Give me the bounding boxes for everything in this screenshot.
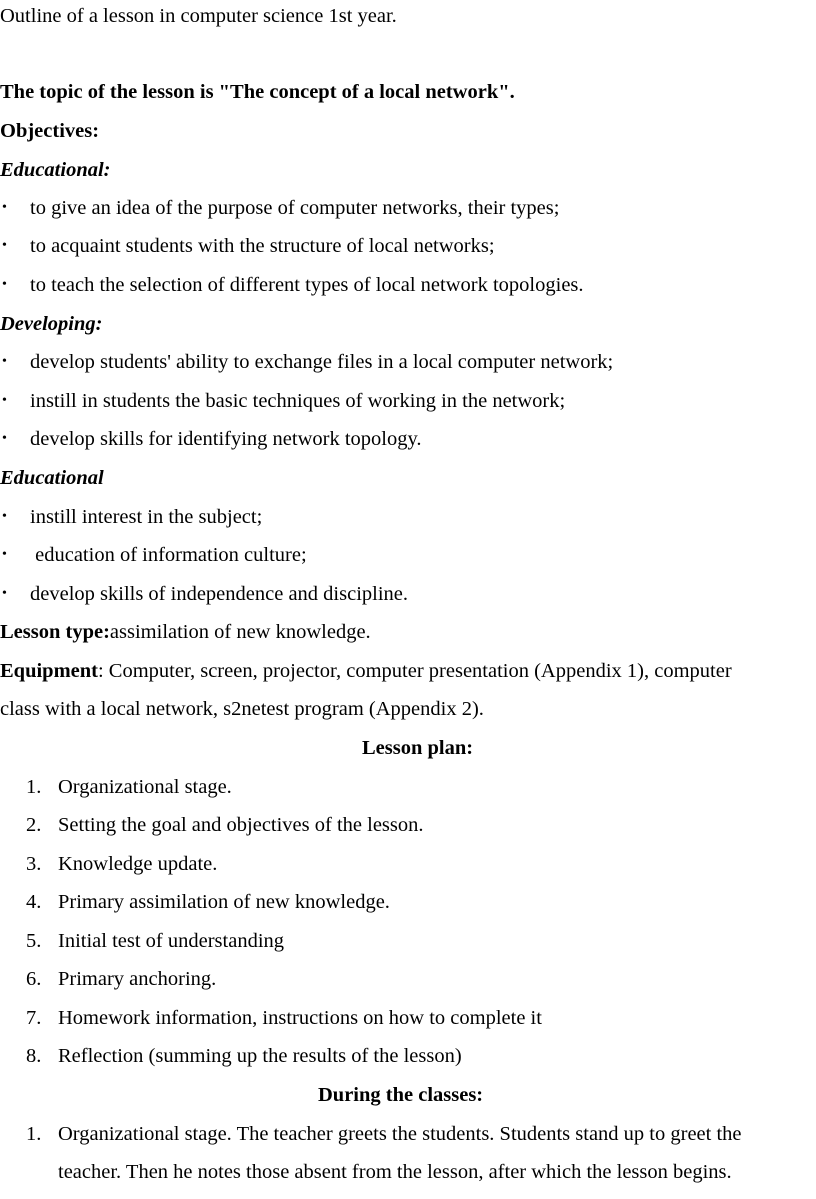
- bullet-icon: •: [2, 200, 7, 215]
- list-item-text: develop skills for identifying network topology.: [30, 428, 422, 450]
- list-item-text: develop students' ability to exchange files in a local computer network;: [30, 351, 614, 373]
- plan-item-number: 1.: [26, 776, 42, 798]
- class-step-text-line-2: teacher. Then he notes those absent from the lesson, after which the lesson begins.: [58, 1161, 732, 1183]
- class-step-text-line-1: Organizational stage. The teacher greets the students. Students stand up to greet the: [58, 1123, 742, 1145]
- list-item-text: to acquaint students with the structure of local networks;: [30, 235, 495, 257]
- plan-item-text: Primary anchoring.: [58, 968, 217, 990]
- objectives-label: Objectives:: [0, 120, 100, 142]
- during-classes-heading: During the classes:: [318, 1084, 484, 1106]
- list-item-text: instill interest in the subject;: [30, 506, 263, 528]
- equipment-line-2: class with a local network, s2netest program (Appendix 2).: [0, 698, 484, 720]
- bullet-icon: •: [2, 393, 7, 408]
- plan-item-text: Homework information, instructions on how to complete it: [58, 1007, 542, 1029]
- plan-item-text: Knowledge update.: [58, 853, 218, 875]
- bullet-icon: •: [2, 586, 7, 601]
- equipment-text: : Computer, screen, projector, computer presentation (Appendix 1), computer: [97, 660, 732, 682]
- lesson-type-label: Lesson type:: [0, 621, 110, 643]
- list-item-text: develop skills of independence and discipline.: [30, 583, 409, 605]
- equipment-label: Equipment: [0, 660, 98, 682]
- plan-item-text: Initial test of understanding: [58, 930, 285, 952]
- plan-item-text: Organizational stage.: [58, 776, 232, 798]
- lesson-topic: The topic of the lesson is "The concept of a local network".: [0, 81, 515, 103]
- bullet-icon: •: [2, 547, 7, 562]
- lesson-plan-heading: Lesson plan:: [362, 737, 474, 759]
- plan-item-number: 2.: [26, 814, 42, 836]
- lesson-type-value: assimilation of new knowledge.: [109, 621, 371, 643]
- plan-item-text: Setting the goal and objectives of the lesson.: [58, 814, 424, 836]
- developing-heading: Developing:: [0, 313, 103, 335]
- bullet-icon: •: [2, 277, 7, 292]
- list-item-text: to give an idea of the purpose of computer networks, their types;: [30, 197, 560, 219]
- educational-heading: Educational:: [0, 159, 111, 181]
- outline-title: Outline of a lesson in computer science 1st year.: [0, 5, 397, 27]
- plan-item-number: 4.: [26, 891, 42, 913]
- plan-item-number: 3.: [26, 853, 42, 875]
- list-item-text: to teach the selection of different types of local network topologies.: [30, 274, 584, 296]
- equipment-line-1: [0, 659, 732, 683]
- class-step-number: 1.: [26, 1123, 42, 1145]
- bullet-icon: •: [2, 238, 7, 253]
- list-item-text: education of information culture;: [30, 544, 307, 566]
- plan-item-number: 7.: [26, 1007, 42, 1029]
- plan-item-number: 6.: [26, 968, 42, 990]
- list-item-text: instill in students the basic techniques of working in the network;: [30, 390, 566, 412]
- plan-item-text: Primary assimilation of new knowledge.: [58, 891, 390, 913]
- plan-item-number: 8.: [26, 1045, 42, 1067]
- lesson-type: [0, 620, 371, 644]
- bullet-icon: •: [2, 509, 7, 524]
- bullet-icon: •: [2, 354, 7, 369]
- educational-heading-2: Educational: [0, 467, 104, 489]
- plan-item-number: 5.: [26, 930, 42, 952]
- plan-item-text: Reflection (summing up the results of the lesson): [58, 1045, 462, 1067]
- bullet-icon: •: [2, 431, 7, 446]
